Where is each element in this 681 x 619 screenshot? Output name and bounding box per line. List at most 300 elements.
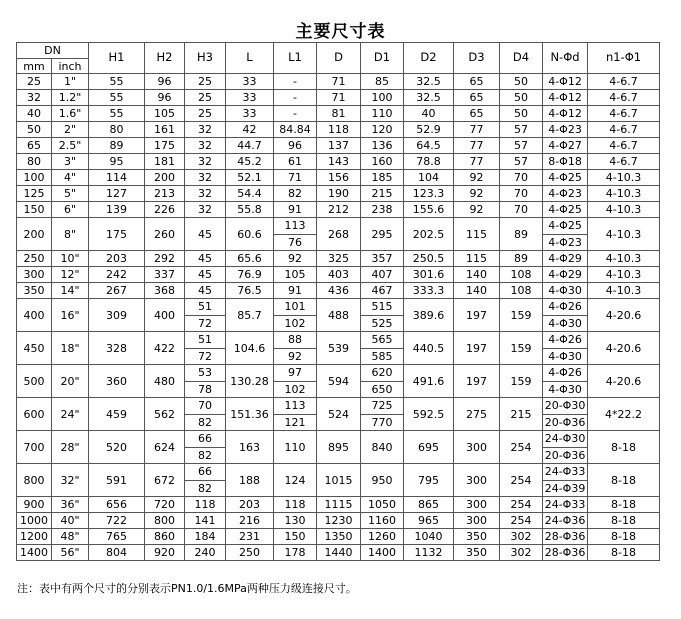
value-pn16: 102 — [274, 381, 316, 398]
cell-d3: 350 — [454, 545, 500, 561]
header-d3: D3 — [454, 43, 500, 74]
cell-h3: 118 — [185, 497, 226, 513]
cell-mm: 900 — [17, 497, 52, 513]
cell-mm: 125 — [17, 186, 52, 202]
table-row — [17, 154, 660, 170]
cell-n1-phi-1: 4-20.6 — [588, 299, 660, 332]
cell-n1-phi-1: 4-10.3 — [588, 170, 660, 186]
cell-h3: 45 — [185, 251, 226, 267]
cell-inch: 12" — [52, 267, 89, 283]
value-pn10: 51 — [198, 300, 213, 314]
value-pn10: 515 — [371, 300, 393, 314]
cell-pair — [361, 365, 403, 397]
cell-n1-phi-1: 4-6.7 — [588, 106, 660, 122]
table-row — [17, 497, 660, 513]
cell-d2: 865 — [404, 497, 454, 513]
header-h1: H1 — [89, 43, 145, 74]
cell-d: 325 — [317, 251, 361, 267]
cell-inch: 4" — [52, 170, 89, 186]
cell-n1-phi-1: 8-18 — [588, 464, 660, 497]
cell-n-phi-d: 24-Φ33 — [543, 497, 588, 513]
cell-d3: 300 — [454, 513, 500, 529]
cell-n1-phi-1: 4-20.6 — [588, 365, 660, 398]
dimension-table — [16, 42, 660, 561]
table-row — [17, 74, 660, 90]
cell-h2: 920 — [145, 545, 185, 561]
cell-h1: 127 — [89, 186, 145, 202]
cell-d1: 950 — [361, 464, 404, 497]
header-row — [17, 43, 660, 59]
cell-l1 — [274, 218, 317, 251]
cell-h2: 96 — [145, 74, 185, 90]
cell-n1-phi-1: 4-6.7 — [588, 90, 660, 106]
cell-h2: 422 — [145, 332, 185, 365]
cell-d2: 32.5 — [404, 90, 454, 106]
cell-l: 216 — [226, 513, 274, 529]
cell-n-phi-d: 4-Φ25 — [543, 202, 588, 218]
value-pn16: 585 — [361, 348, 403, 365]
cell-d3: 300 — [454, 497, 500, 513]
value-pn10: 113 — [284, 219, 306, 233]
value-pn10: 24-Φ30 — [544, 432, 586, 446]
cell-n1-phi-1: 4-10.3 — [588, 251, 660, 267]
cell-l: 55.8 — [226, 202, 274, 218]
cell-l: 76.5 — [226, 283, 274, 299]
cell-mm: 450 — [17, 332, 52, 365]
cell-d1 — [361, 332, 404, 365]
cell-inch: 20" — [52, 365, 89, 398]
cell-pair — [543, 299, 587, 331]
cell-mm: 1400 — [17, 545, 52, 561]
cell-n-phi-d — [543, 365, 588, 398]
cell-inch: 36" — [52, 497, 89, 513]
cell-h2: 226 — [145, 202, 185, 218]
table-row — [17, 170, 660, 186]
cell-h2: 161 — [145, 122, 185, 138]
cell-d3: 197 — [454, 365, 500, 398]
cell-h3 — [185, 365, 226, 398]
value-pn16: 82 — [185, 414, 225, 431]
cell-n1-phi-1: 4-6.7 — [588, 154, 660, 170]
cell-d2: 1040 — [404, 529, 454, 545]
cell-d1 — [361, 398, 404, 431]
cell-mm: 200 — [17, 218, 52, 251]
cell-h2: 720 — [145, 497, 185, 513]
cell-inch: 1.6" — [52, 106, 89, 122]
cell-d1: 85 — [361, 74, 404, 90]
cell-l1: 124 — [274, 464, 317, 497]
cell-d1: 120 — [361, 122, 404, 138]
cell-d1 — [361, 299, 404, 332]
cell-l1 — [274, 332, 317, 365]
cell-inch: 14" — [52, 283, 89, 299]
cell-h3: 184 — [185, 529, 226, 545]
cell-l: 163 — [226, 431, 274, 464]
cell-h3 — [185, 398, 226, 431]
cell-d: 71 — [317, 74, 361, 90]
cell-d1: 136 — [361, 138, 404, 154]
cell-d3: 77 — [454, 154, 500, 170]
cell-l: 151.36 — [226, 398, 274, 431]
cell-d3: 300 — [454, 464, 500, 497]
cell-h2: 260 — [145, 218, 185, 251]
cell-d4: 70 — [500, 202, 543, 218]
table-row — [17, 138, 660, 154]
cell-h1: 80 — [89, 122, 145, 138]
cell-d1: 407 — [361, 267, 404, 283]
cell-h2: 368 — [145, 283, 185, 299]
table-row — [17, 365, 660, 398]
cell-d1: 357 — [361, 251, 404, 267]
table-row — [17, 332, 660, 365]
cell-mm: 500 — [17, 365, 52, 398]
cell-n-phi-d: 4-Φ12 — [543, 106, 588, 122]
table-row — [17, 202, 660, 218]
page-title: 主要尺寸表 — [295, 22, 386, 42]
cell-mm: 250 — [17, 251, 52, 267]
value-pn10: 66 — [198, 465, 213, 479]
cell-mm: 1200 — [17, 529, 52, 545]
cell-l1: 105 — [274, 267, 317, 283]
value-pn16: 4-Φ30 — [543, 315, 587, 332]
cell-pair — [185, 365, 225, 397]
cell-h3: 32 — [185, 122, 226, 138]
cell-d4: 50 — [500, 106, 543, 122]
cell-l: 203 — [226, 497, 274, 513]
cell-h2: 200 — [145, 170, 185, 186]
cell-mm: 700 — [17, 431, 52, 464]
cell-l1: 91 — [274, 202, 317, 218]
cell-n1-phi-1: 4*22.2 — [588, 398, 660, 431]
cell-l1: 91 — [274, 283, 317, 299]
cell-n1-phi-1: 8-18 — [588, 529, 660, 545]
cell-d: 156 — [317, 170, 361, 186]
header-mm: mm — [17, 59, 52, 74]
header-h2: H2 — [145, 43, 185, 74]
cell-inch: 10" — [52, 251, 89, 267]
value-pn16: 4-Φ23 — [543, 234, 587, 251]
cell-h3: 45 — [185, 267, 226, 283]
cell-n1-phi-1: 8-18 — [588, 545, 660, 561]
cell-h1: 114 — [89, 170, 145, 186]
value-pn10: 4-Φ26 — [548, 366, 582, 380]
cell-mm: 65 — [17, 138, 52, 154]
cell-d1: 160 — [361, 154, 404, 170]
header-l: L — [226, 43, 274, 74]
cell-d: 1350 — [317, 529, 361, 545]
cell-h3 — [185, 464, 226, 497]
cell-l: 65.6 — [226, 251, 274, 267]
cell-h1: 804 — [89, 545, 145, 561]
value-pn16: 24-Φ39 — [543, 480, 587, 497]
value-pn10: 24-Φ33 — [544, 465, 586, 479]
cell-n-phi-d — [543, 299, 588, 332]
cell-n1-phi-1: 4-10.3 — [588, 186, 660, 202]
value-pn10: 66 — [198, 432, 213, 446]
value-pn16: 650 — [361, 381, 403, 398]
table-row — [17, 283, 660, 299]
cell-l: 44.7 — [226, 138, 274, 154]
cell-d1: 185 — [361, 170, 404, 186]
cell-mm: 25 — [17, 74, 52, 90]
cell-d1: 1400 — [361, 545, 404, 561]
cell-d1: 238 — [361, 202, 404, 218]
cell-d: 895 — [317, 431, 361, 464]
cell-n-phi-d — [543, 398, 588, 431]
cell-h1: 459 — [89, 398, 145, 431]
cell-h1: 55 — [89, 90, 145, 106]
table-row — [17, 464, 660, 497]
value-pn10: 51 — [198, 333, 213, 347]
cell-d3: 92 — [454, 202, 500, 218]
cell-n-phi-d: 4-Φ30 — [543, 283, 588, 299]
cell-n1-phi-1: 4-10.3 — [588, 218, 660, 251]
cell-inch: 40" — [52, 513, 89, 529]
cell-h3: 32 — [185, 202, 226, 218]
cell-d2: 440.5 — [404, 332, 454, 365]
cell-n1-phi-1: 4-6.7 — [588, 74, 660, 90]
cell-d: 488 — [317, 299, 361, 332]
cell-inch: 2.5" — [52, 138, 89, 154]
cell-pair — [543, 431, 587, 463]
cell-d: 524 — [317, 398, 361, 431]
cell-l1: 150 — [274, 529, 317, 545]
cell-pair — [185, 464, 225, 496]
cell-n1-phi-1: 8-18 — [588, 431, 660, 464]
cell-h2: 96 — [145, 90, 185, 106]
value-pn10: 88 — [288, 333, 303, 347]
cell-n-phi-d — [543, 332, 588, 365]
cell-inch: 56" — [52, 545, 89, 561]
cell-d2: 202.5 — [404, 218, 454, 251]
table-row — [17, 218, 660, 251]
cell-d2: 64.5 — [404, 138, 454, 154]
cell-h2: 562 — [145, 398, 185, 431]
cell-h1: 328 — [89, 332, 145, 365]
cell-d: 403 — [317, 267, 361, 283]
cell-d4: 70 — [500, 186, 543, 202]
value-pn16: 82 — [185, 480, 225, 497]
cell-h1: 765 — [89, 529, 145, 545]
cell-d1 — [361, 365, 404, 398]
cell-h2: 860 — [145, 529, 185, 545]
cell-n-phi-d: 28-Φ36 — [543, 529, 588, 545]
cell-d2: 155.6 — [404, 202, 454, 218]
footnote: 注：表中有两个尺寸的分别表示PN1.0/1.6MPa两种压力级连接尺寸。 — [17, 582, 357, 595]
cell-d: 436 — [317, 283, 361, 299]
value-pn16: 76 — [274, 234, 316, 251]
cell-l1 — [274, 365, 317, 398]
cell-h1: 722 — [89, 513, 145, 529]
header-d4: D4 — [500, 43, 543, 74]
cell-d: 143 — [317, 154, 361, 170]
cell-pair — [543, 332, 587, 364]
cell-inch: 24" — [52, 398, 89, 431]
cell-h1: 55 — [89, 74, 145, 90]
table-row — [17, 529, 660, 545]
cell-d1: 100 — [361, 90, 404, 106]
cell-d3: 350 — [454, 529, 500, 545]
cell-l1 — [274, 299, 317, 332]
table-row — [17, 299, 660, 332]
cell-h1: 203 — [89, 251, 145, 267]
table-row — [17, 251, 660, 267]
cell-d1: 295 — [361, 218, 404, 251]
cell-l: 188 — [226, 464, 274, 497]
cell-d4: 108 — [500, 283, 543, 299]
cell-inch: 8" — [52, 218, 89, 251]
cell-n-phi-d: 8-Φ18 — [543, 154, 588, 170]
cell-d1: 1160 — [361, 513, 404, 529]
cell-d4: 57 — [500, 122, 543, 138]
value-pn10: 70 — [198, 399, 213, 413]
cell-d2: 795 — [404, 464, 454, 497]
cell-h1: 175 — [89, 218, 145, 251]
cell-h1: 55 — [89, 106, 145, 122]
cell-l1: 92 — [274, 251, 317, 267]
table-row — [17, 545, 660, 561]
cell-d3: 65 — [454, 74, 500, 90]
cell-h1: 242 — [89, 267, 145, 283]
cell-d3: 77 — [454, 138, 500, 154]
cell-n-phi-d: 4-Φ27 — [543, 138, 588, 154]
value-pn16: 20-Φ36 — [543, 447, 587, 464]
cell-n-phi-d: 4-Φ12 — [543, 74, 588, 90]
cell-h3 — [185, 332, 226, 365]
cell-l1: 82 — [274, 186, 317, 202]
table-row — [17, 513, 660, 529]
cell-mm: 600 — [17, 398, 52, 431]
cell-n-phi-d: 4-Φ12 — [543, 90, 588, 106]
table-row — [17, 106, 660, 122]
cell-d2: 40 — [404, 106, 454, 122]
cell-h1: 591 — [89, 464, 145, 497]
cell-d4: 159 — [500, 332, 543, 365]
cell-d3: 92 — [454, 186, 500, 202]
cell-h2: 105 — [145, 106, 185, 122]
cell-n-phi-d: 24-Φ36 — [543, 513, 588, 529]
cell-d4: 50 — [500, 90, 543, 106]
cell-d4: 302 — [500, 545, 543, 561]
cell-pair — [274, 218, 316, 250]
cell-d3: 92 — [454, 170, 500, 186]
cell-d: 1115 — [317, 497, 361, 513]
cell-l: 231 — [226, 529, 274, 545]
table-row — [17, 186, 660, 202]
cell-d4: 302 — [500, 529, 543, 545]
cell-pair — [274, 398, 316, 430]
header-d1: D1 — [361, 43, 404, 74]
cell-d4: 50 — [500, 74, 543, 90]
value-pn16: 72 — [185, 315, 225, 332]
cell-d4: 70 — [500, 170, 543, 186]
value-pn10: 101 — [284, 300, 306, 314]
cell-inch: 2" — [52, 122, 89, 138]
cell-d4: 108 — [500, 267, 543, 283]
cell-l: 130.28 — [226, 365, 274, 398]
cell-d2: 389.6 — [404, 299, 454, 332]
cell-pair — [274, 365, 316, 397]
cell-h3: 32 — [185, 138, 226, 154]
cell-pair — [361, 299, 403, 331]
cell-inch: 6" — [52, 202, 89, 218]
cell-l: 52.1 — [226, 170, 274, 186]
cell-mm: 50 — [17, 122, 52, 138]
cell-h2: 213 — [145, 186, 185, 202]
cell-n-phi-d: 4-Φ25 — [543, 170, 588, 186]
cell-inch: 1.2" — [52, 90, 89, 106]
value-pn16: 770 — [361, 414, 403, 431]
cell-inch: 18" — [52, 332, 89, 365]
cell-inch: 1" — [52, 74, 89, 90]
table-row — [17, 398, 660, 431]
cell-d2: 695 — [404, 431, 454, 464]
cell-mm: 100 — [17, 170, 52, 186]
cell-n1-phi-1: 4-10.3 — [588, 267, 660, 283]
value-pn10: 4-Φ25 — [548, 219, 582, 233]
cell-l1: 110 — [274, 431, 317, 464]
cell-n-phi-d: 28-Φ36 — [543, 545, 588, 561]
cell-d4: 57 — [500, 154, 543, 170]
cell-d: 539 — [317, 332, 361, 365]
cell-n-phi-d: 4-Φ29 — [543, 251, 588, 267]
cell-d: 1230 — [317, 513, 361, 529]
cell-d3: 300 — [454, 431, 500, 464]
cell-l: 76.9 — [226, 267, 274, 283]
cell-l1: 118 — [274, 497, 317, 513]
cell-mm: 800 — [17, 464, 52, 497]
cell-h2: 800 — [145, 513, 185, 529]
header-inch: inch — [52, 59, 89, 74]
cell-d: 212 — [317, 202, 361, 218]
header-dn: DN — [17, 43, 89, 59]
cell-inch: 32" — [52, 464, 89, 497]
cell-d2: 333.3 — [404, 283, 454, 299]
cell-h3: 45 — [185, 218, 226, 251]
cell-d1: 110 — [361, 106, 404, 122]
value-pn10: 4-Φ26 — [548, 333, 582, 347]
cell-l1: 71 — [274, 170, 317, 186]
cell-n-phi-d — [543, 431, 588, 464]
cell-d4: 159 — [500, 365, 543, 398]
cell-h3: 25 — [185, 74, 226, 90]
cell-mm: 150 — [17, 202, 52, 218]
cell-h3: 32 — [185, 154, 226, 170]
cell-d: 268 — [317, 218, 361, 251]
cell-h2: 175 — [145, 138, 185, 154]
cell-pair — [185, 431, 225, 463]
cell-d2: 301.6 — [404, 267, 454, 283]
cell-d3: 65 — [454, 106, 500, 122]
table-row — [17, 267, 660, 283]
cell-h2: 292 — [145, 251, 185, 267]
header-n1-phi-1: n1-Φ1 — [588, 43, 660, 74]
cell-d2: 32.5 — [404, 74, 454, 90]
cell-inch: 3" — [52, 154, 89, 170]
cell-h3: 25 — [185, 90, 226, 106]
cell-n-phi-d: 4-Φ29 — [543, 267, 588, 283]
header-d: D — [317, 43, 361, 74]
cell-d1: 215 — [361, 186, 404, 202]
cell-d2: 250.5 — [404, 251, 454, 267]
cell-d2: 592.5 — [404, 398, 454, 431]
cell-l1: - — [274, 90, 317, 106]
cell-n1-phi-1: 4-6.7 — [588, 122, 660, 138]
cell-d3: 197 — [454, 299, 500, 332]
cell-mm: 350 — [17, 283, 52, 299]
header-d2: D2 — [404, 43, 454, 74]
cell-d4: 89 — [500, 218, 543, 251]
